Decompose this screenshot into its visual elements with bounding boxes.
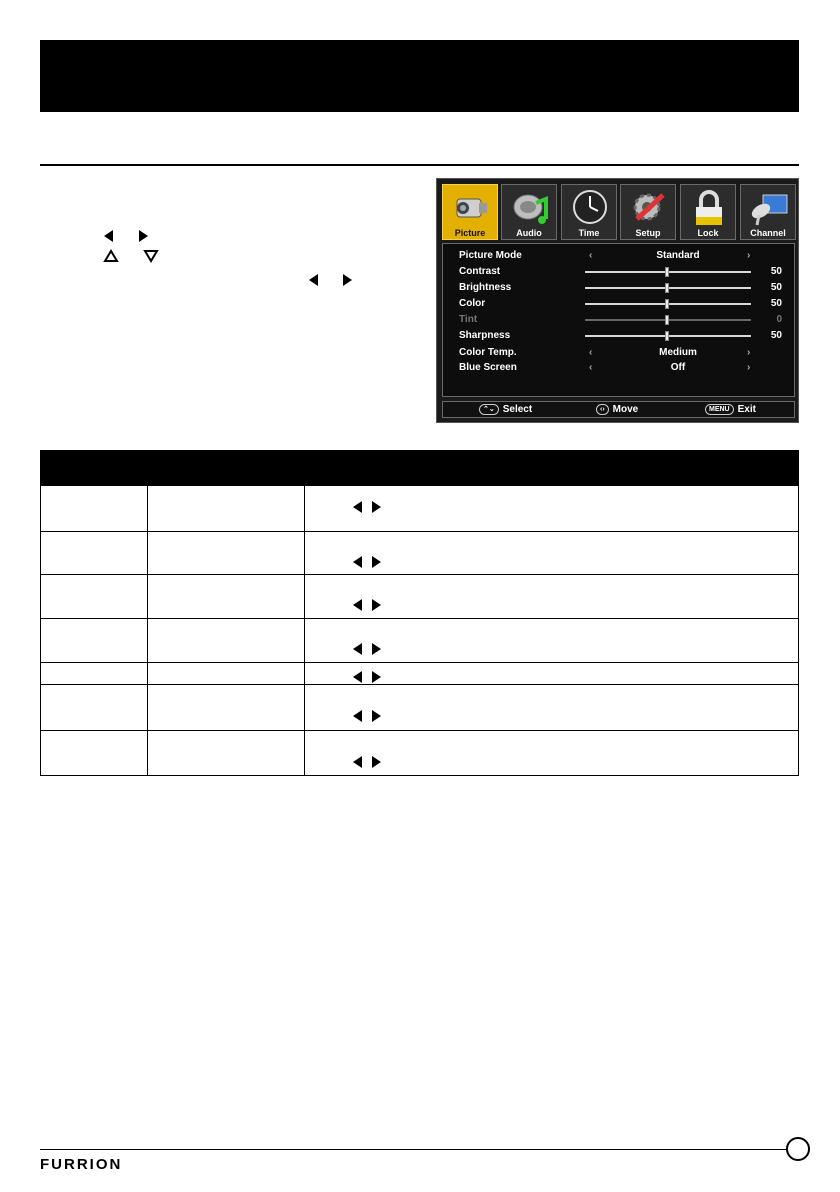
column-divider xyxy=(147,486,148,531)
setting-picture-mode[interactable] xyxy=(443,248,796,264)
right-arrow-icon xyxy=(343,274,352,286)
adjust-arrows xyxy=(353,753,391,771)
speaker-music-icon xyxy=(510,189,550,227)
setting-contrast[interactable] xyxy=(443,264,796,280)
left-right-keys-icon: ‹› xyxy=(596,404,609,415)
select-hint-label: Select xyxy=(502,404,533,416)
slider-value: 50 xyxy=(770,298,782,309)
adjust-arrows xyxy=(353,640,391,658)
option-next-icon[interactable]: › xyxy=(747,250,751,261)
slider-handle[interactable] xyxy=(665,299,669,309)
up-down-keys-icon: ⌃⌄ xyxy=(479,404,499,415)
slider-track[interactable] xyxy=(585,335,751,337)
column-divider xyxy=(147,663,148,684)
section-divider xyxy=(40,164,799,166)
right-arrow-icon xyxy=(372,710,381,722)
column-divider xyxy=(304,731,305,775)
adjust-arrows xyxy=(353,553,391,571)
tab-label: Audio xyxy=(516,228,542,238)
tab-picture[interactable] xyxy=(442,184,498,240)
option-prev-icon[interactable]: ‹ xyxy=(589,347,593,358)
slider-track[interactable] xyxy=(585,303,751,305)
exit-hint-label: Exit xyxy=(737,404,756,416)
slider-value: 50 xyxy=(770,282,782,293)
column-divider xyxy=(304,663,305,684)
column-divider xyxy=(304,685,305,730)
slider-handle[interactable] xyxy=(665,267,669,277)
tab-time[interactable] xyxy=(561,184,617,240)
move-hint xyxy=(596,404,638,415)
tab-label: Picture xyxy=(454,228,486,238)
slider-track[interactable] xyxy=(585,271,751,273)
setting-label: Picture Mode xyxy=(459,250,522,261)
column-divider xyxy=(304,532,305,574)
setting-label: Color Temp. xyxy=(459,347,517,358)
table-row xyxy=(40,685,799,731)
left-arrow-icon xyxy=(353,599,362,611)
left-arrow-icon xyxy=(353,710,362,722)
setting-tint xyxy=(443,312,796,328)
select-hint xyxy=(479,404,532,415)
adjust-arrows xyxy=(353,707,391,725)
setting-label: Tint xyxy=(459,314,478,325)
clock-icon xyxy=(570,189,610,227)
settings-table-header xyxy=(40,450,799,486)
slider-handle[interactable] xyxy=(665,331,669,341)
slider-value: 50 xyxy=(770,266,782,277)
slider-value: 0 xyxy=(776,314,782,325)
satellite-dish-icon xyxy=(749,189,789,227)
adjust-arrows xyxy=(353,596,391,614)
setting-color-temp[interactable] xyxy=(443,345,796,361)
setting-brightness[interactable] xyxy=(443,280,796,296)
tab-label: Lock xyxy=(697,228,719,238)
table-row xyxy=(40,663,799,685)
left-arrow-icon xyxy=(309,274,318,286)
option-value: Standard xyxy=(656,250,700,261)
right-arrow-icon xyxy=(372,756,381,768)
up-arrow-icon xyxy=(103,249,119,263)
right-arrow-icon xyxy=(372,556,381,568)
padlock-icon xyxy=(689,189,729,227)
move-hint-label: Move xyxy=(612,404,639,416)
right-arrow-icon xyxy=(372,671,381,683)
left-arrow-icon xyxy=(353,671,362,683)
setting-color[interactable] xyxy=(443,296,796,312)
column-divider xyxy=(304,619,305,662)
gear-tools-icon xyxy=(629,189,669,227)
column-divider xyxy=(147,619,148,662)
setting-label: Blue Screen xyxy=(459,362,517,373)
table-row xyxy=(40,731,799,776)
slider-track xyxy=(585,319,751,321)
tab-channel[interactable] xyxy=(740,184,796,240)
slider-handle[interactable] xyxy=(665,283,669,293)
column-divider xyxy=(304,486,305,531)
column-divider xyxy=(304,575,305,618)
table-row xyxy=(40,532,799,575)
right-arrow-icon xyxy=(372,643,381,655)
tab-label: Time xyxy=(578,228,600,238)
slider-track[interactable] xyxy=(585,287,751,289)
setting-sharpness[interactable] xyxy=(443,328,796,344)
setting-label: Brightness xyxy=(459,282,512,293)
option-prev-icon[interactable]: ‹ xyxy=(589,362,593,373)
left-arrow-icon xyxy=(353,556,362,568)
footer-rule xyxy=(40,1149,787,1150)
page-number-badge xyxy=(786,1137,810,1161)
camcorder-icon xyxy=(451,189,491,227)
right-arrow-icon xyxy=(372,599,381,611)
tab-label: Setup xyxy=(635,228,661,238)
option-value: Medium xyxy=(659,347,697,358)
down-arrow-icon xyxy=(143,249,159,263)
option-next-icon[interactable]: › xyxy=(747,362,751,373)
adjust-arrows xyxy=(353,668,391,686)
option-next-icon[interactable]: › xyxy=(747,347,751,358)
tab-setup[interactable] xyxy=(620,184,676,240)
table-row xyxy=(40,619,799,663)
menu-key-icon: MENU xyxy=(705,404,734,415)
furrion-logo: FURRION xyxy=(40,1156,123,1173)
column-divider xyxy=(147,575,148,618)
right-arrow-icon xyxy=(372,501,381,513)
tab-label: Channel xyxy=(750,228,786,238)
right-arrow-icon xyxy=(139,230,148,242)
setting-blue-screen[interactable] xyxy=(443,360,796,376)
tab-audio[interactable] xyxy=(501,184,557,240)
column-divider xyxy=(147,731,148,775)
column-divider xyxy=(147,532,148,574)
option-prev-icon[interactable]: ‹ xyxy=(589,250,593,261)
setting-label: Contrast xyxy=(459,266,501,277)
left-arrow-icon xyxy=(104,230,113,242)
left-arrow-icon xyxy=(353,756,362,768)
column-divider xyxy=(147,685,148,730)
table-row xyxy=(40,575,799,619)
left-arrow-icon xyxy=(353,643,362,655)
left-arrow-icon xyxy=(353,501,362,513)
picture-settings-panel xyxy=(442,243,795,397)
exit-hint xyxy=(705,404,756,415)
setting-label: Color xyxy=(459,298,486,309)
option-value: Off xyxy=(670,362,686,373)
header-bar xyxy=(40,40,799,112)
tab-lock[interactable] xyxy=(680,184,736,240)
adjust-arrows xyxy=(353,498,391,516)
slider-value: 50 xyxy=(770,330,782,341)
table-row xyxy=(40,486,799,532)
slider-handle xyxy=(665,315,669,325)
osd-help-bar xyxy=(442,401,795,418)
setting-label: Sharpness xyxy=(459,330,511,341)
tv-picture-menu xyxy=(436,178,799,423)
